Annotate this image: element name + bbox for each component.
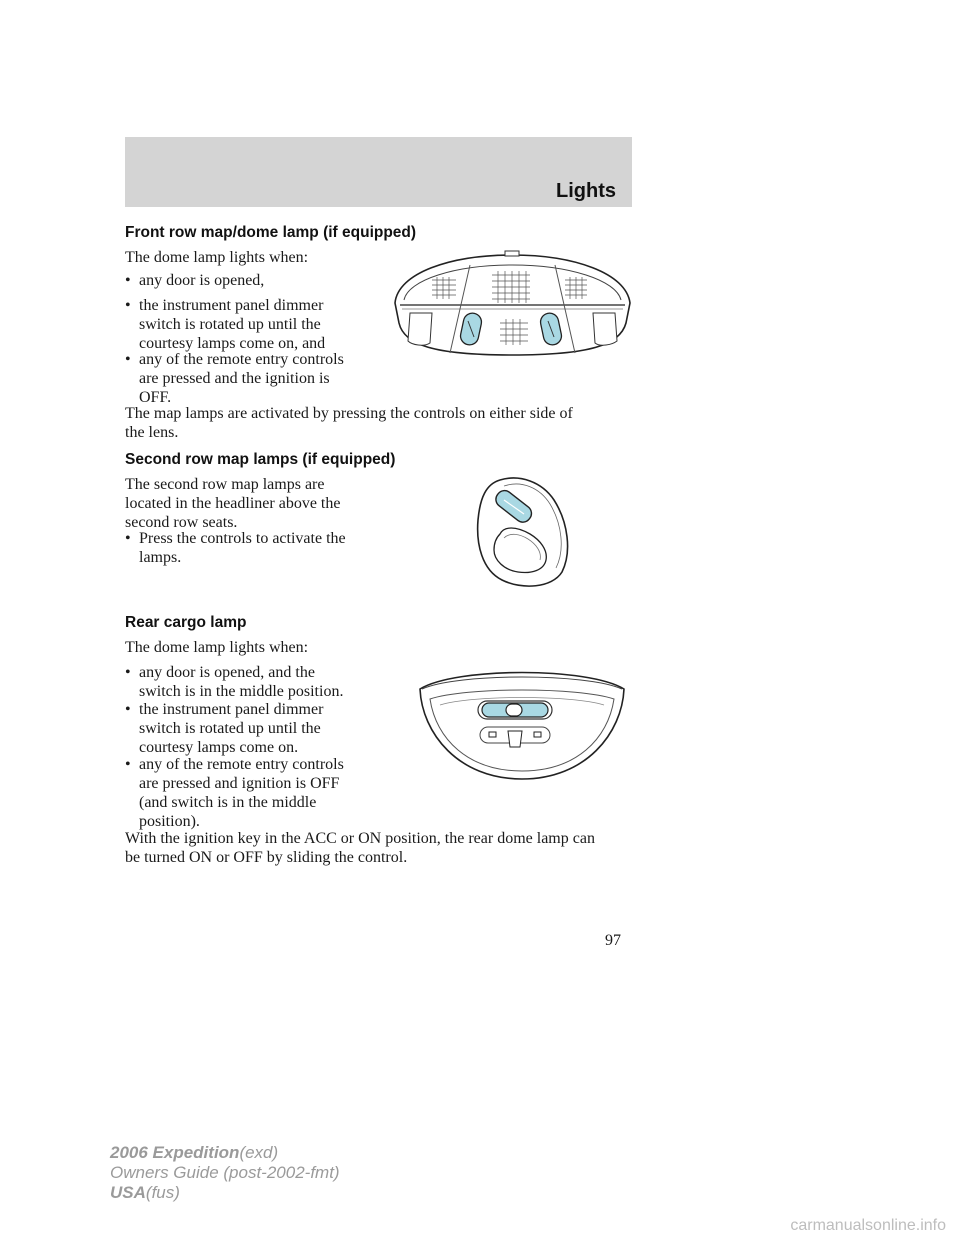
- footer-line-2: Owners Guide (post-2002-fmt): [110, 1163, 340, 1182]
- second-row-heading: Second row map lamps (if equipped): [125, 451, 396, 468]
- bullet-text: switch is in the middle position.: [139, 683, 344, 700]
- bullet-dot: •: [125, 297, 131, 314]
- bullet-dot: •: [125, 530, 131, 547]
- bullet-text: (and switch is in the middle: [139, 794, 317, 811]
- bullet-text: any door is opened, and the: [139, 664, 315, 681]
- rear-cargo-heading: Rear cargo lamp: [125, 614, 247, 631]
- document-footer: [110, 1143, 340, 1203]
- bullet-text: the instrument panel dimmer: [139, 297, 324, 314]
- watermark: carmanualsonline.info: [790, 1217, 946, 1234]
- rear-intro: The dome lamp lights when:: [125, 639, 309, 656]
- header-band: [125, 137, 632, 207]
- front-dome-lamp-illustration: [390, 245, 635, 360]
- footer-model: 2006 Expedition: [110, 1143, 240, 1162]
- bullet-text: OFF.: [139, 389, 172, 406]
- footer-model-code: (exd): [239, 1143, 279, 1162]
- rear-para-line2: be turned ON or OFF by sliding the control.: [125, 849, 408, 866]
- bullet-dot: •: [125, 351, 131, 368]
- bullet-text: courtesy lamps come on, and: [139, 335, 326, 352]
- bullet-text: are pressed and the ignition is: [139, 370, 330, 387]
- bullet-dot: •: [125, 756, 131, 773]
- second-para-line1: The second row map lamps are: [125, 476, 325, 493]
- bullet-text: courtesy lamps come on.: [139, 739, 299, 756]
- bullet-dot: •: [125, 272, 131, 289]
- page-number: 97: [605, 932, 621, 949]
- footer-line-1: [110, 1143, 340, 1163]
- second-row-lamp-illustration: [470, 474, 575, 592]
- bullet-text: position).: [139, 813, 200, 830]
- bullet-dot: •: [125, 664, 131, 681]
- front-row-heading: Front row map/dome lamp (if equipped): [125, 224, 417, 241]
- rear-para-line1: With the ignition key in the ACC or ON position, the rear dome lamp can: [125, 830, 595, 847]
- front-para-line1: The map lamps are activated by pressing the controls on either side of: [125, 405, 573, 422]
- bullet-text: any of the remote entry controls: [139, 756, 344, 773]
- front-intro: The dome lamp lights when:: [125, 249, 309, 266]
- footer-market-code: (fus): [145, 1183, 180, 1202]
- bullet-text: the instrument panel dimmer: [139, 701, 324, 718]
- bullet-text: are pressed and ignition is OFF: [139, 775, 340, 792]
- bullet-text: lamps.: [139, 549, 182, 566]
- bullet-text: any of the remote entry controls: [139, 351, 344, 368]
- bullet-text: switch is rotated up until the: [139, 720, 321, 737]
- bullet-text: switch is rotated up until the: [139, 316, 321, 333]
- front-para-line2: the lens.: [125, 424, 179, 441]
- second-para-line3: second row seats.: [125, 514, 238, 531]
- bullet-text: Press the controls to activate the: [139, 530, 346, 547]
- section-title: Lights: [556, 180, 616, 202]
- footer-line-3: [110, 1183, 340, 1203]
- rear-cargo-lamp-illustration: [416, 663, 628, 783]
- footer-market: USA: [110, 1183, 146, 1202]
- bullet-dot: •: [125, 701, 131, 718]
- second-para-line2: located in the headliner above the: [125, 495, 341, 512]
- bullet-text: any door is opened,: [139, 272, 265, 289]
